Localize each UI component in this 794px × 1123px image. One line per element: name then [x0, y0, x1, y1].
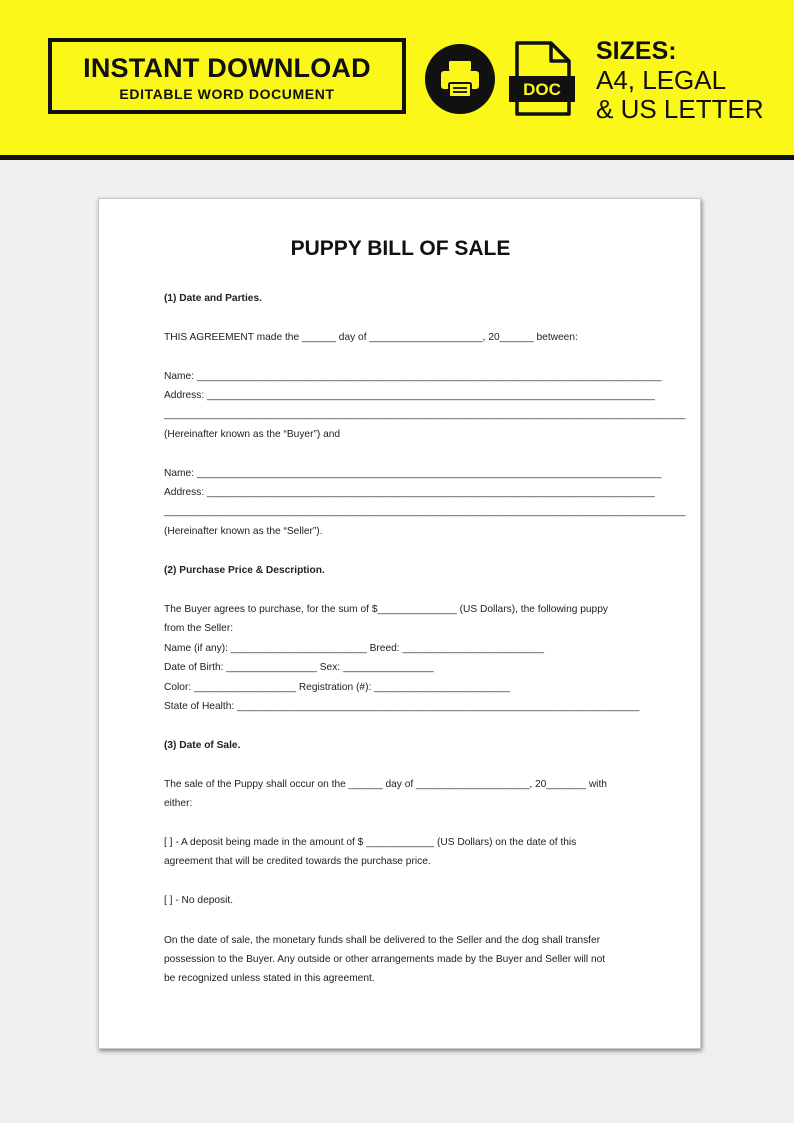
- puppy-health-field[interactable]: State of Health: _______________________________________________________________________: [164, 701, 640, 712]
- seller-address-field[interactable]: Address: _______________________________________________________________________________: [164, 487, 655, 498]
- deposit-option-line-1[interactable]: [ ] - A deposit being made in the amount of $ ____________ (US Dollars) on the date of this: [164, 837, 577, 848]
- buyer-known-as: (Hereinafter known as the “Buyer”) and: [164, 429, 341, 440]
- promo-banner: [0, 0, 794, 160]
- section-2-heading: (2) Purchase Price & Description.: [164, 565, 325, 576]
- sale-terms-line-1: On the date of sale, the monetary funds shall be delivered to the Seller and the dog shall transfer: [164, 935, 601, 946]
- sale-terms-line-2: possession to the Buyer. Any outside or other arrangements made by the Buyer and Seller will not: [164, 954, 606, 965]
- sizes-info: [596, 36, 764, 124]
- purchase-sum-line: The Buyer agrees to purchase, for the sum of $______________ (US Dollars), the following puppy: [164, 604, 608, 615]
- instant-download-box: [48, 38, 406, 114]
- sizes-line-2: & US LETTER: [596, 94, 764, 124]
- buyer-name-field[interactable]: Name: __________________________________________________________________________________: [164, 371, 662, 382]
- printer-icon: [425, 44, 495, 114]
- doc-badge-text: DOC: [523, 80, 561, 99]
- download-subtitle: EDITABLE WORD DOCUMENT: [119, 86, 335, 102]
- section-3-heading: (3) Date of Sale.: [164, 740, 241, 751]
- buyer-address-field[interactable]: Address: _______________________________________________________________________________: [164, 390, 655, 401]
- seller-name-field[interactable]: Name: __________________________________________________________________________________: [164, 468, 662, 479]
- document-title: PUPPY BILL OF SALE: [290, 237, 511, 260]
- puppy-name-breed-fields[interactable]: Name (if any): ________________________ Breed: _________________________: [164, 643, 545, 654]
- purchase-from-seller: from the Seller:: [164, 623, 234, 634]
- sizes-line-1: A4, LEGAL: [596, 65, 727, 95]
- puppy-dob-sex-fields[interactable]: Date of Birth: ________________ Sex: ________________: [164, 662, 434, 673]
- puppy-color-registration-fields[interactable]: Color: __________________ Registration (#): ________________________: [164, 682, 511, 693]
- agreement-date-line: THIS AGREEMENT made the ______ day of ____________________, 20______ between:: [164, 332, 578, 343]
- sale-either: either:: [164, 798, 193, 809]
- seller-address-line-2[interactable]: ____________________________________________________________________________________________: [164, 506, 686, 517]
- deposit-option-line-2: agreement that will be credited towards the purchase price.: [164, 856, 431, 867]
- sizes-title: SIZES:: [596, 37, 677, 65]
- section-1-heading: (1) Date and Parties.: [164, 293, 262, 304]
- download-title: INSTANT DOWNLOAD: [83, 53, 371, 83]
- sale-date-line: The sale of the Puppy shall occur on the ______ day of ____________________, 20_______ with: [164, 779, 607, 790]
- sale-terms-line-3: be recognized unless stated in this agreement.: [164, 973, 375, 984]
- doc-file-icon: [509, 40, 575, 123]
- seller-known-as: (Hereinafter known as the “Seller”).: [164, 526, 323, 537]
- no-deposit-option[interactable]: [ ] - No deposit.: [164, 895, 234, 906]
- buyer-address-line-2[interactable]: ____________________________________________________________________________________________: [164, 409, 686, 420]
- document-page: [98, 198, 701, 1049]
